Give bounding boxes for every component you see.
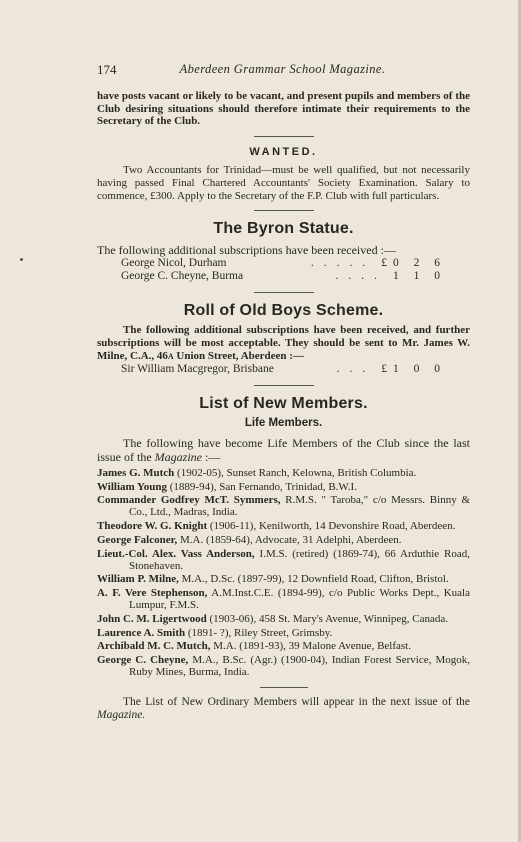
member-entry (97, 654, 470, 678)
roll-intro-smallcaps: A (167, 351, 174, 361)
member-name: John C. M. Ligertwood (97, 613, 207, 626)
member-entry (97, 613, 470, 625)
member-name: Lieut.-Col. Alex. Vass Anderson, (97, 547, 255, 560)
leader-dots: .... (335, 270, 387, 283)
member-entry (97, 494, 470, 518)
subscriber-name: George Nicol, Durham (121, 256, 227, 269)
member-entry (97, 640, 470, 652)
divider (254, 292, 314, 293)
divider (254, 210, 314, 211)
subscription-row (97, 363, 470, 377)
divider (254, 136, 314, 137)
wanted-heading: WANTED. (249, 145, 318, 158)
members-subheading: Life Members. (244, 417, 323, 430)
members-heading: List of New Members. (199, 394, 368, 412)
page-header (95, 62, 470, 80)
subscription-amount: £1 0 0 (381, 363, 446, 376)
roll-heading: Roll of Old Boys Scheme. (183, 301, 384, 319)
roll-intro (97, 324, 470, 363)
margin-speck (20, 258, 23, 261)
member-entry (97, 520, 470, 532)
byron-intro: The following additional subscriptions have been received :— (97, 242, 396, 257)
divider (254, 385, 314, 386)
page-number: 174 (97, 62, 117, 77)
subscription-row (97, 257, 470, 271)
member-name: A. F. Vere Stephenson, (97, 587, 208, 600)
member-entry (97, 587, 470, 611)
member-name: George Falconer, (97, 533, 178, 546)
roll-subscriptions (97, 363, 470, 377)
subscriber-name: Sir William Macgregor, Brisbane (121, 363, 274, 376)
member-name: Theodore W. G. Knight (97, 520, 208, 533)
roll-intro-rest: Union Street, Aberdeen :— (173, 349, 304, 362)
member-list (97, 467, 470, 679)
subscriber-name: George C. Cheyne, Burma (121, 270, 244, 283)
member-name: Archibald M. C. Mutch, (97, 640, 211, 653)
byron-heading: The Byron Statue. (213, 220, 354, 238)
divider (260, 687, 308, 688)
member-details: (1906-11), Kenilworth, 14 Devonshire Road, Aberdeen. (207, 520, 456, 533)
closing-note-italic: Magazine. (97, 708, 146, 721)
member-entry (97, 548, 470, 572)
member-name: Laurence A. Smith (97, 626, 186, 639)
member-details: M.A. (1891-93), 39 Malone Avenue, Belfast. (210, 640, 411, 653)
wanted-text: Two Accountants for Trinidad—must be well qualified, but not necessarily having passed Final Chartered Accountants' Society Examination. Salary to commence, £300. Apply to the Secretary of the F.P. Club with full particulars. (97, 164, 470, 202)
page-content (97, 90, 470, 722)
running-title: Aberdeen Grammar School Magazine. (179, 62, 386, 76)
member-name: William Young (97, 480, 167, 493)
member-details: M.A., D.Sc. (1897-99), 12 Downfield Road, Clifton, Bristol. (178, 573, 449, 586)
leader-dots: ... (336, 363, 376, 376)
member-name: William P. Milne, (97, 573, 179, 586)
member-entry (97, 467, 470, 479)
roll-intro-bold: The following additional subscriptions have been received, and further subscriptions will be most acceptable. They should be sent to Mr. James W. Milne, C.A., 46 (97, 324, 470, 362)
closing-note-pre: The List of New Ordinary Members will appear in the next issue of the (123, 695, 470, 708)
member-entry (97, 627, 470, 639)
member-details: I.M.S. (retired) (1869-74), 66 Arduthie Road, Stonehaven. (129, 547, 470, 572)
closing-note (97, 696, 470, 722)
leader-dots: ..... (310, 256, 376, 269)
member-entry (97, 573, 470, 585)
member-details: M.A. (1859-64), Advocate, 31 Adelphi, Aberdeen. (177, 533, 402, 546)
subscription-amount: 1 1 0 (393, 270, 446, 283)
member-details: A.M.Inst.C.E. (1894-99), c/o Public Works Dept., Kuala Lumpur, F.M.S. (129, 587, 470, 612)
members-intro-italic: Magazine (154, 449, 202, 464)
member-details: (1891- ?), Riley Street, Grimsby. (185, 626, 333, 639)
members-intro-post: :— (201, 449, 221, 464)
member-details: (1903-06), 458 St. Mary's Avenue, Winnipeg, Canada. (206, 613, 448, 626)
subscription-amount: £0 2 6 (381, 256, 446, 269)
member-name: George C. Cheyne, (97, 654, 189, 667)
member-entry (97, 481, 470, 493)
member-details: (1889-94), San Fernando, Trinidad, B.W.I. (167, 480, 357, 493)
member-name: James G. Mutch (97, 466, 175, 479)
byron-subscriptions (97, 257, 470, 284)
members-intro (97, 436, 470, 464)
member-name: Commander Godfrey McT. Symmers, (97, 494, 281, 507)
member-entry (97, 534, 470, 546)
member-details: R.M.S. " Taroba," c/o Messrs. Binny & Co., Ltd., Madras, India. (129, 494, 471, 519)
member-details: M.A., B.Sc. (Agr.) (1900-04), Indian Forest Service, Mogok, Ruby Mines, Burma, India. (129, 654, 470, 679)
subscription-row (97, 270, 470, 284)
intro-paragraph: have posts vacant or likely to be vacant, and present pupils and members of the Club desiring situations should therefore intimate their requirements to the Secretary of the Club. (97, 90, 470, 128)
members-intro-pre: The following have become Life Members of the Club since the last issue of the (97, 435, 470, 464)
member-details: (1902-05), Sunset Ranch, Kelowna, British Columbia. (174, 466, 417, 479)
